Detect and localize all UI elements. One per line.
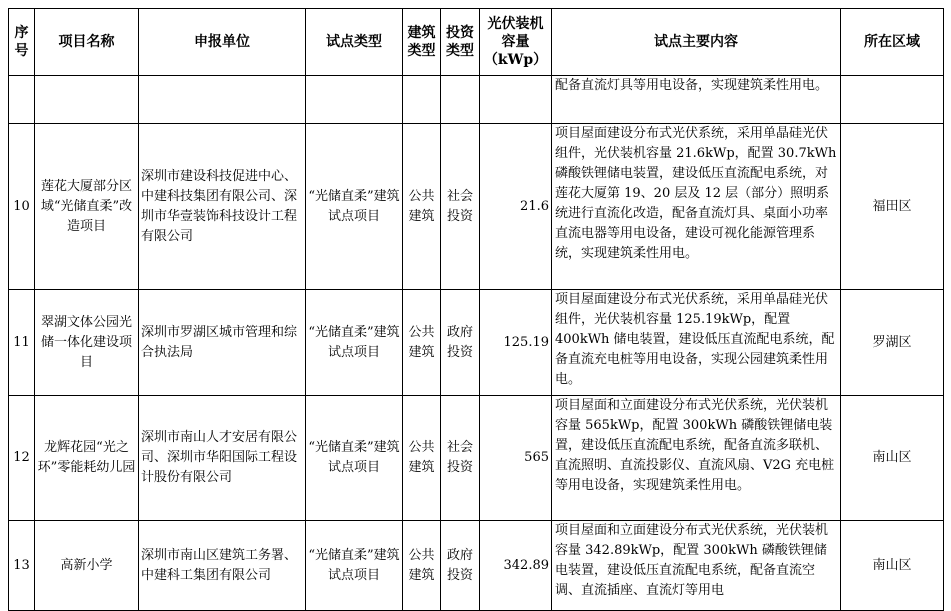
cell-unit: 深圳市南山人才安居有限公司、深圳市华阳国际工程设计股份有限公司	[139, 396, 306, 521]
cell-unit: 深圳市建设科技促进中心、中建科技集团有限公司、深圳市华壹装饰科技设计工程有限公司	[139, 124, 306, 290]
cell-pilot-type: “光储直柔”建筑试点项目	[306, 396, 403, 521]
header-district: 所在区域	[841, 9, 944, 76]
header-investment-type: 投资类型	[441, 9, 480, 76]
header-content: 试点主要内容	[552, 9, 841, 76]
cell-content: 项目屋面和立面建设分布式光伏系统，光伏装机容量 565kWp，配置 300kWh 磷酸铁锂储电装置，建设低压直流配电系统，配备直流多联机、直流照明、直流投影仪、直流风扇、V2G 充电桩等用电设备，实现建筑柔性用电。	[552, 396, 841, 521]
cell-pilot-type: “光储直柔”建筑试点项目	[306, 290, 403, 396]
cell-investment-type: 社会投资	[441, 396, 480, 521]
cell-building-type: 公共建筑	[403, 521, 441, 611]
table-row	[9, 290, 944, 396]
cell-district: 南山区	[841, 396, 944, 521]
table-row	[9, 396, 944, 521]
cell-capacity: 21.6	[480, 124, 552, 290]
cell-name: 高新小学	[35, 521, 139, 611]
cell-district: 罗湖区	[841, 290, 944, 396]
cell-no: 11	[9, 290, 35, 396]
cell-content: 项目屋面建设分布式光伏系统，采用单晶硅光伏组件，光伏装机容量 125.19kWp，配置 400kWh 储电装置，建设低压直流配电系统，配备直流充电桩等用电设备，实现公园建筑柔性用电。	[552, 290, 841, 396]
cell-capacity	[480, 76, 552, 124]
table-header-row	[9, 9, 944, 76]
cell-content: 项目屋面建设分布式光伏系统，采用单晶硅光伏组件，光伏装机容量 21.6kWp，配置 30.7kWh 磷酸铁锂储电装置，建设低压直流配电系统，对莲花大厦第 19、20 层及 12 层（部分）照明系统进行直流化改造，配备直流灯具、桌面小功率直流电器等用电设备，建设可视化能源管理系统，实现建筑柔性用电。	[552, 124, 841, 290]
table-row	[9, 76, 944, 124]
header-capacity: 光伏装机容量（kWp）	[480, 9, 552, 76]
header-no: 序号	[9, 9, 35, 76]
header-unit: 申报单位	[139, 9, 306, 76]
pilot-projects-table	[8, 8, 944, 611]
table-row	[9, 124, 944, 290]
cell-investment-type: 政府投资	[441, 290, 480, 396]
cell-content: 配备直流灯具等用电设备，实现建筑柔性用电。	[552, 76, 841, 124]
cell-pilot-type: “光储直柔”建筑试点项目	[306, 521, 403, 611]
cell-no: 13	[9, 521, 35, 611]
cell-building-type	[403, 76, 441, 124]
header-name: 项目名称	[35, 9, 139, 76]
cell-investment-type	[441, 76, 480, 124]
cell-district	[841, 76, 944, 124]
cell-name: 翠湖文体公园光储一体化建设项目	[35, 290, 139, 396]
cell-investment-type: 政府投资	[441, 521, 480, 611]
cell-building-type: 公共建筑	[403, 124, 441, 290]
cell-pilot-type: “光储直柔”建筑试点项目	[306, 124, 403, 290]
cell-no: 12	[9, 396, 35, 521]
cell-no: 10	[9, 124, 35, 290]
cell-district: 南山区	[841, 521, 944, 611]
cell-unit: 深圳市罗湖区城市管理和综合执法局	[139, 290, 306, 396]
cell-unit	[139, 76, 306, 124]
cell-unit: 深圳市南山区建筑工务署、中建科工集团有限公司	[139, 521, 306, 611]
cell-pilot-type	[306, 76, 403, 124]
cell-content: 项目屋面和立面建设分布式光伏系统，光伏装机容量 342.89kWp，配置 300kWh 磷酸铁锂储电装置，建设低压直流配电系统，配备直流空调、直流插座、直流灯等用电	[552, 521, 841, 611]
cell-name: 龙辉花园“光之环”零能耗幼儿园	[35, 396, 139, 521]
cell-capacity: 125.19	[480, 290, 552, 396]
cell-capacity: 342.89	[480, 521, 552, 611]
cell-no	[9, 76, 35, 124]
cell-name: 莲花大厦部分区域“光储直柔”改造项目	[35, 124, 139, 290]
cell-name	[35, 76, 139, 124]
header-pilot-type: 试点类型	[306, 9, 403, 76]
cell-capacity: 565	[480, 396, 552, 521]
cell-investment-type: 社会投资	[441, 124, 480, 290]
table-row	[9, 521, 944, 611]
cell-district: 福田区	[841, 124, 944, 290]
cell-building-type: 公共建筑	[403, 396, 441, 521]
header-building-type: 建筑类型	[403, 9, 441, 76]
cell-building-type: 公共建筑	[403, 290, 441, 396]
